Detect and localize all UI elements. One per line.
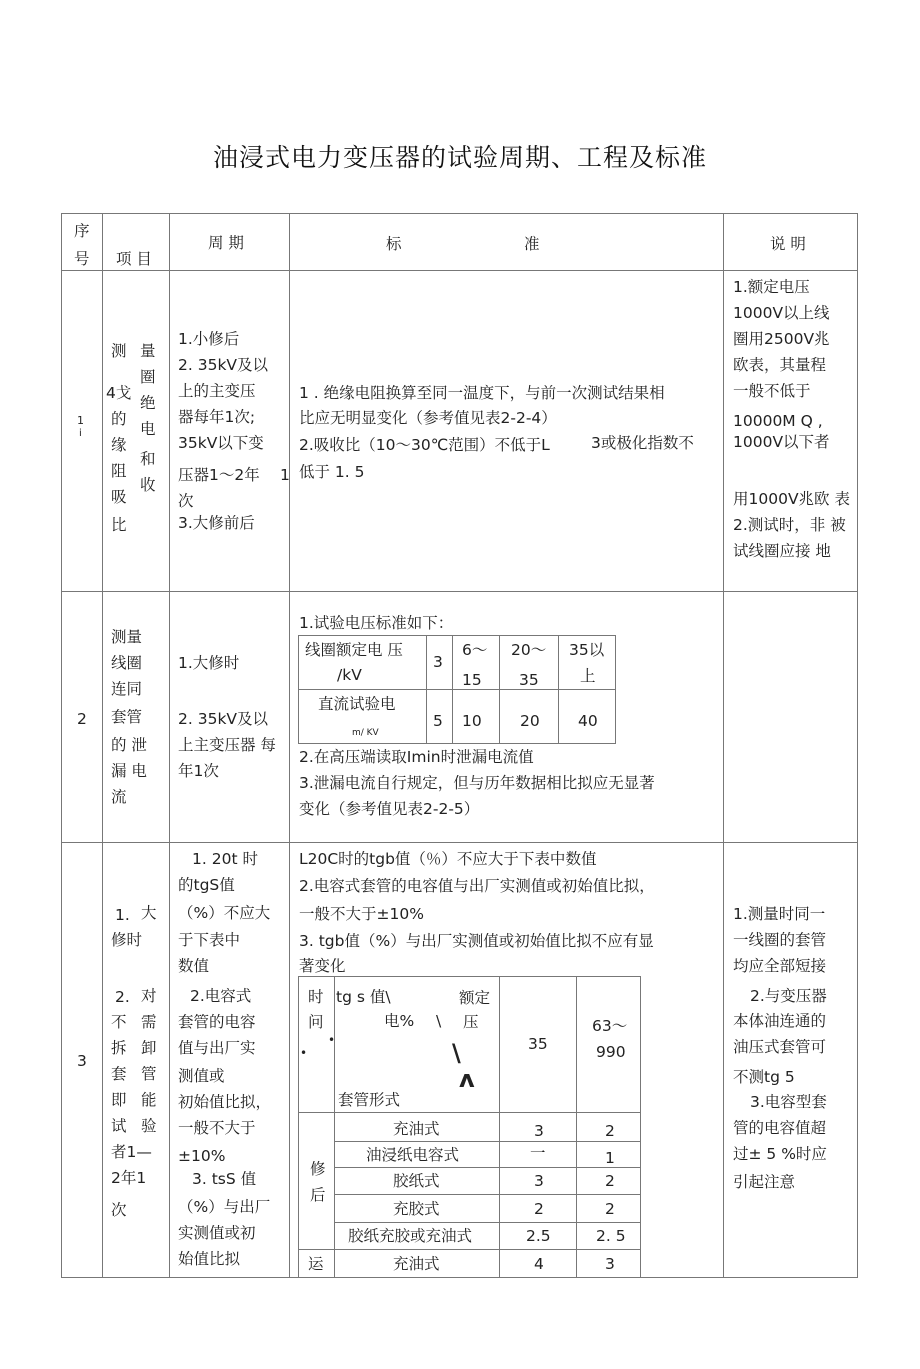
col-divider [169, 213, 170, 1278]
row2-item: 套管 [111, 708, 143, 726]
row3-item: 卸 [141, 1039, 157, 1057]
row1-period: 次 [178, 492, 194, 510]
group-after-repair: 后 [310, 1186, 326, 1204]
row3-period: ±10% [178, 1147, 226, 1165]
diagonal-mark: ʌ [459, 1065, 475, 1093]
tg-value-35: 3 [534, 1122, 544, 1140]
rated-voltage-value: 35以 [569, 641, 605, 659]
row2-item: 连同 [111, 680, 143, 698]
row3-note: 本体油连通的 [733, 1012, 827, 1030]
row-divider [61, 591, 858, 592]
inner-col-divider [576, 976, 577, 1278]
dc-test-voltage-label: 直流试验电 [318, 695, 396, 713]
row3-period: 始值比拟 [178, 1250, 241, 1268]
row1-note: 欧表，其量程 [733, 356, 827, 374]
rated-voltage-label: 线圈额定电 压 [305, 641, 403, 659]
row1-period: 2. 35kV及以 [178, 356, 269, 374]
rated-voltage-value: 20〜 [511, 641, 547, 659]
bushing-type: 胶纸充胶或充油式 [348, 1227, 473, 1245]
header-standard: 准 [524, 235, 540, 253]
row3-period: 初始值比拟， [178, 1093, 272, 1111]
voltage-col-63: 63〜 [592, 1017, 628, 1035]
row1-item: 4戈 [106, 384, 132, 402]
row1-note: 2.测试时，非 被 [733, 516, 846, 534]
row3-standard: 3. tgb值（%）与出厂实测值或初始值比拟不应有显 [299, 932, 654, 950]
rated-voltage-value: 15 [462, 671, 482, 689]
inner-row-divider [334, 1194, 641, 1195]
row3-item: 套 [111, 1065, 127, 1083]
inner-row-divider [298, 689, 616, 690]
row3-standard: L20C时的tgb值（％）不应大于下表中数值 [299, 850, 597, 868]
row3-note: 不测tg 5 [733, 1068, 795, 1086]
row1-item: 比 [111, 516, 127, 534]
inner-col-divider [334, 976, 335, 1278]
tg-value-63: 3 [605, 1255, 615, 1273]
row1-standard: 2.吸收比（10〜30℃范围）不低于L [299, 436, 550, 454]
row3-item: 者1— [111, 1143, 152, 1161]
row1-period: 1 [280, 466, 290, 484]
row3-item: 次 [111, 1201, 127, 1219]
row3-item: 1. [115, 906, 130, 924]
tg-value-35: 3 [534, 1172, 544, 1190]
diagonal-header: 额定 [459, 989, 491, 1007]
dc-test-voltage-value: 20 [520, 712, 540, 730]
row3-period: 3. tsS 值 [192, 1170, 257, 1188]
row1-note: 一般不低于 [733, 382, 811, 400]
row3-period: 于下表中 [178, 931, 241, 949]
dc-test-voltage-unit: m/ KV [352, 728, 379, 738]
row-divider [61, 842, 858, 843]
bushing-type-label: 套管形式 [338, 1091, 401, 1109]
row3-period: 的tgS值 [178, 876, 235, 894]
row3-note: 均应全部短接 [733, 957, 827, 975]
row1-item: 量 [140, 342, 156, 360]
row3-note: 3.电容型套 [750, 1093, 827, 1111]
row1-item: 测 [111, 342, 127, 360]
row2-item: 漏 电 [111, 762, 147, 780]
row1-note: 10000M Q , [733, 412, 823, 430]
row3-note: 引起注意 [733, 1173, 796, 1191]
diagonal-header: 压 [463, 1013, 479, 1031]
tg-value-35: 2 [534, 1200, 544, 1218]
header-note: 说 明 [770, 235, 806, 253]
row1-period: 3.大修前后 [178, 514, 255, 532]
row2-item: 测量 [111, 628, 143, 646]
row1-item: 的 [111, 410, 127, 428]
row2-period: 年1次 [178, 762, 219, 780]
bullet-dot: • [300, 1046, 308, 1060]
rated-voltage-unit: /kV [337, 666, 362, 684]
row3-item: 修时 [111, 931, 143, 949]
tg-value-35: 一 [530, 1144, 546, 1162]
inner-time-label: 问 [308, 1013, 324, 1031]
row1-period: 35kV以下变 [178, 434, 264, 452]
row1-standard: 比应无明显变化（参考值见表2-2-4） [299, 409, 557, 427]
row3-seq: 3 [77, 1052, 87, 1070]
row3-item: 不 [111, 1013, 127, 1031]
row1-item: 缘 [111, 436, 127, 454]
row2-period: 2. 35kV及以 [178, 710, 269, 728]
voltage-col-35: 35 [528, 1035, 548, 1053]
row2-period: 上主变压器 每 [178, 736, 276, 754]
row3-item: 能 [141, 1091, 157, 1109]
row3-note: 过± 5 %时应 [733, 1145, 827, 1163]
row3-note: 管的电容值超 [733, 1119, 827, 1137]
row1-item: 绝 [140, 394, 156, 412]
dc-test-voltage-value: 10 [462, 712, 482, 730]
row3-item: 拆 [111, 1039, 127, 1057]
row-divider [61, 270, 858, 271]
row1-note: 1.额定电压 [733, 278, 810, 296]
row1-note: 用1000V兆欧 表 [733, 490, 850, 508]
row2-standard: 2.在高压端读取Imin时泄漏电流值 [299, 748, 534, 766]
row3-note: 1.测量时同一 [733, 905, 826, 923]
diagonal-header: tg s 值\ [336, 988, 391, 1006]
row3-period: 实测值或初 [178, 1224, 256, 1242]
row2-standard: 3.泄漏电流自行规定，但与历年数据相比拟应无显著 [299, 774, 655, 792]
diagonal-header: \ [436, 1012, 442, 1030]
row3-item: 即 [111, 1091, 127, 1109]
row3-period: 一般不大于 [178, 1119, 256, 1137]
row1-period: 压器1〜2年 [178, 466, 260, 484]
row3-item: 对 [141, 987, 157, 1005]
row1-period: 上的主变压 [178, 382, 256, 400]
row1-standard: 1 . 绝缘电阻换算至同一温度下，与前一次测试结果相 [299, 384, 665, 402]
dc-test-voltage-value: 40 [578, 712, 598, 730]
row3-period: 套管的电容 [178, 1013, 256, 1031]
row3-note: 2.与变压器 [750, 987, 827, 1005]
rated-voltage-value: 6〜 [462, 641, 488, 659]
row3-period: （%）与出厂 [178, 1198, 271, 1216]
bushing-type: 充油式 [393, 1255, 440, 1273]
tg-value-35: 2.5 [526, 1227, 551, 1245]
row3-item: 2年1 [111, 1169, 147, 1187]
row1-period: 器每年1次; [178, 408, 256, 426]
row3-period: （%）不应大 [178, 904, 271, 922]
rated-voltage-value: 35 [519, 671, 539, 689]
row3-period: 测值或 [178, 1067, 225, 1085]
voltage-col-990: 990 [596, 1043, 626, 1061]
row1-item: 阻 [111, 462, 127, 480]
row3-standard: 著变化 [299, 957, 346, 975]
row3-standard: 一般不大于±10% [299, 905, 424, 923]
col-divider [723, 213, 724, 1278]
inner-row-divider [298, 1249, 641, 1250]
col-divider [102, 213, 103, 1278]
row3-item: 管 [141, 1065, 157, 1083]
row3-note: 一线圈的套管 [733, 931, 827, 949]
row3-period: 1. 20t 时 [192, 850, 258, 868]
tg-value-63: 2. 5 [596, 1227, 626, 1245]
row1-item: 和 [140, 450, 156, 468]
row3-period: 数值 [178, 957, 210, 975]
row3-item: 2. [115, 988, 130, 1006]
row1-seq: i [79, 428, 82, 439]
row1-standard: 低于 1. 5 [299, 463, 365, 481]
rated-voltage-value: 3 [433, 653, 443, 671]
group-in-operation: 运 [308, 1255, 324, 1273]
tg-value-63: 2 [605, 1172, 615, 1190]
row1-item: 圈 [140, 368, 156, 386]
diagonal-mark: \ [452, 1039, 461, 1067]
tg-value-35: 4 [534, 1255, 544, 1273]
row2-seq: 2 [77, 710, 87, 728]
rated-voltage-value: 上 [580, 667, 596, 685]
row2-item: 的 泄 [111, 736, 147, 754]
row1-note: 试线圈应接 地 [733, 542, 831, 560]
row1-period: 1.小修后 [178, 330, 240, 348]
header-seq: 序 [74, 222, 90, 240]
diagonal-header: 电% [384, 1012, 415, 1030]
row1-standard: 3或极化指数不 [591, 434, 694, 452]
row1-note: 圈用2500V兆 [733, 330, 830, 348]
bushing-type: 胶纸式 [393, 1172, 440, 1190]
row2-item: 线圈 [111, 654, 143, 672]
tg-value-63: 1 [605, 1149, 615, 1167]
inner-col-divider [499, 976, 500, 1278]
row2-item: 流 [111, 788, 127, 806]
row1-note: 1000V以上线 [733, 304, 830, 322]
bullet-dot: • [328, 1033, 336, 1047]
header-item: 项 目 [116, 250, 152, 268]
row1-note: 1000V以下者 [733, 433, 830, 451]
row3-standard: 2.电容式套管的电容值与出厂实测值或初始值比拟， [299, 877, 655, 895]
row3-item: 试 [111, 1117, 127, 1135]
row2-period: 1.大修时 [178, 654, 240, 672]
group-after-repair: 修 [310, 1160, 326, 1178]
bushing-type: 充胶式 [393, 1200, 440, 1218]
row1-seq: 1 [77, 414, 84, 427]
tg-value-63: 2 [605, 1200, 615, 1218]
header-seq: 号 [74, 250, 90, 268]
header-standard: 标 [386, 235, 402, 253]
page-title: 油浸式电力变压器的试验周期、工程及标准 [212, 143, 707, 172]
row2-standard: 变化（参考值见表2-2-5） [299, 800, 480, 818]
row1-item: 吸 [111, 488, 127, 506]
bushing-type: 充油式 [393, 1120, 440, 1138]
row3-period: 2.电容式 [190, 987, 252, 1005]
row1-item: 收 [140, 476, 156, 494]
row1-item: 电 [140, 420, 156, 438]
row3-item: 验 [141, 1117, 157, 1135]
row3-note: 油压式套管可 [733, 1038, 827, 1056]
row3-item: 需 [141, 1013, 157, 1031]
bushing-type: 油浸纸电容式 [366, 1146, 460, 1164]
row3-item: 大 [141, 904, 157, 922]
row3-period: 值与出厂实 [178, 1039, 256, 1057]
row2-standard-intro: 1.试验电压标准如下： [299, 614, 454, 632]
header-period: 周 期 [208, 234, 244, 252]
inner-time-label: 时 [308, 988, 324, 1006]
tg-value-63: 2 [605, 1122, 615, 1140]
col-divider [289, 213, 290, 1278]
dc-test-voltage-value: 5 [433, 712, 443, 730]
